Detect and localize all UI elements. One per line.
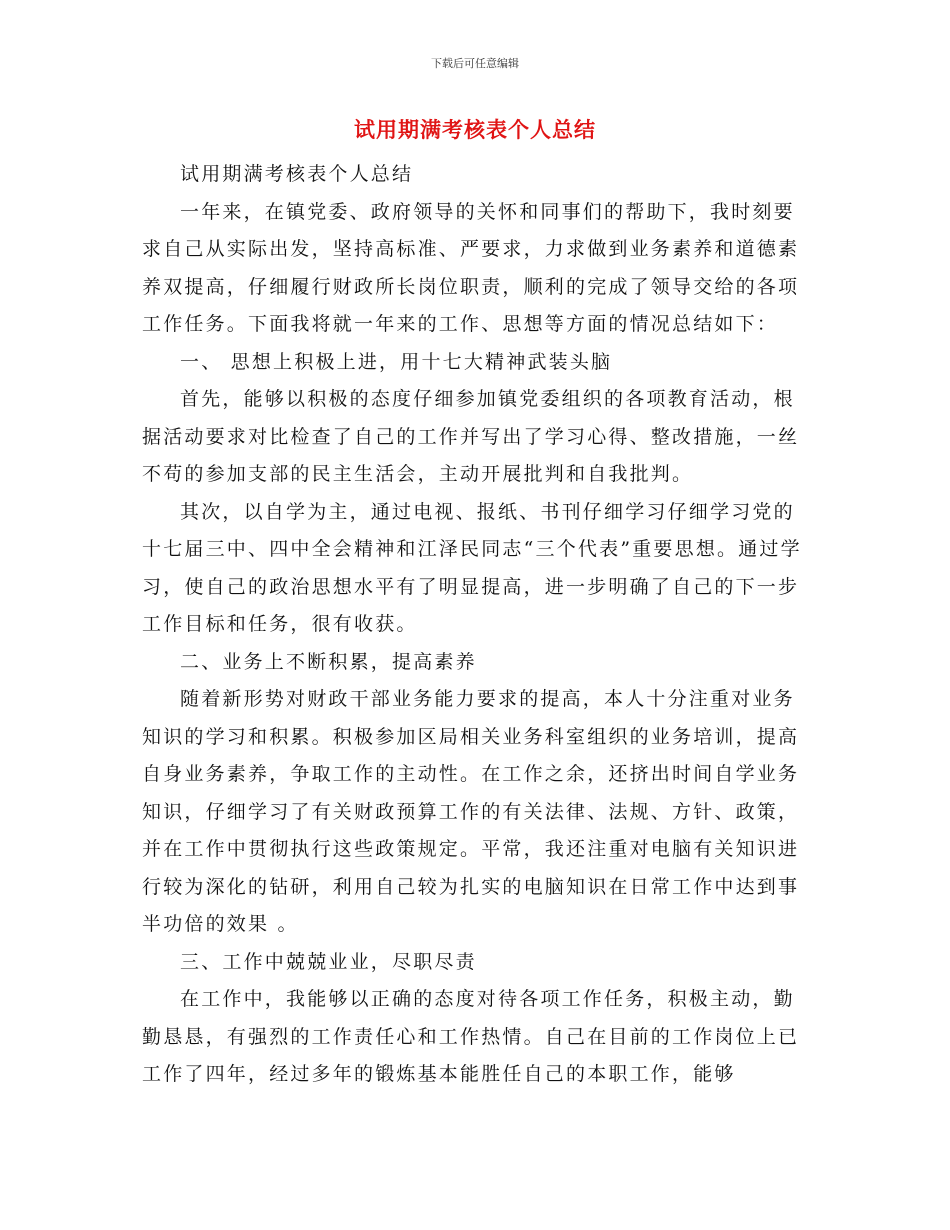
- paragraph: 其次，以自学为主，通过电视、报纸、书刊仔细学习仔细学习党的十七届三中、四中全会精神和江泽民同志“三个代表”重要思想。通过学习，使自己的政治思想水平有了明显提高，进一步明确了自己的下一步工作目标和任务，很有收获。: [142, 500, 802, 635]
- paragraph-subtitle: 试用期满考核表个人总结: [180, 163, 414, 185]
- section-heading-2: 二、业务上不断积累，提高素养: [180, 650, 477, 673]
- paragraph: 随着新形势对财政干部业务能力要求的提高，本人十分注重对业务知识的学习和积累。积极参加区局相关业务科室组织的业务培训，提高自身业务素养，争取工作的主动性。在工作之余，还挤出时间自学业务知识，仔细学习了有关财政预算工作的有关法律、法规、方针、政策，并在工作中贯彻执行这些政策规定。平常，我还注重对电脑有关知识进行较为深化的钻研，利用自己较为扎实的电脑知识在日常工作中达到事半功倍的效果 。: [142, 688, 800, 935]
- paragraph: 在工作中，我能够以正确的态度对待各项工作任务，积极主动，勤勤恳恳，有强烈的工作责任心和工作热情。自己在目前的工作岗位上已工作了四年，经过多年的锻炼基本能胜任自己的本职工作，能够: [142, 988, 800, 1085]
- document-body: [142, 156, 814, 1094]
- section-heading-3: 三、工作中兢兢业业，尽职尽责: [180, 950, 477, 973]
- document-title: 试用期满考核表个人总结: [354, 118, 596, 142]
- section-heading-1: 一、 思想上积极上进，用十七大精神武装头脑: [180, 350, 613, 373]
- header-note: 下载后可任意编辑: [431, 57, 519, 70]
- paragraph-intro: 一年来，在镇党委、政府领导的关怀和同事们的帮助下，我时刻要求自己从实际出发，坚持高标准、严要求，力求做到业务素养和道德素养双提高，仔细履行财政所长岗位职责，顺利的完成了领导交给的各项工作任务。下面我将就一年来的工作、思想等方面的情况总结如下：: [142, 200, 800, 335]
- paragraph: 首先，能够以积极的态度仔细参加镇党委组织的各项教育活动，根据活动要求对比检查了自己的工作并写出了学习心得、整改措施，一丝不苟的参加支部的民主生活会，主动开展批判和自我批判。: [142, 388, 800, 485]
